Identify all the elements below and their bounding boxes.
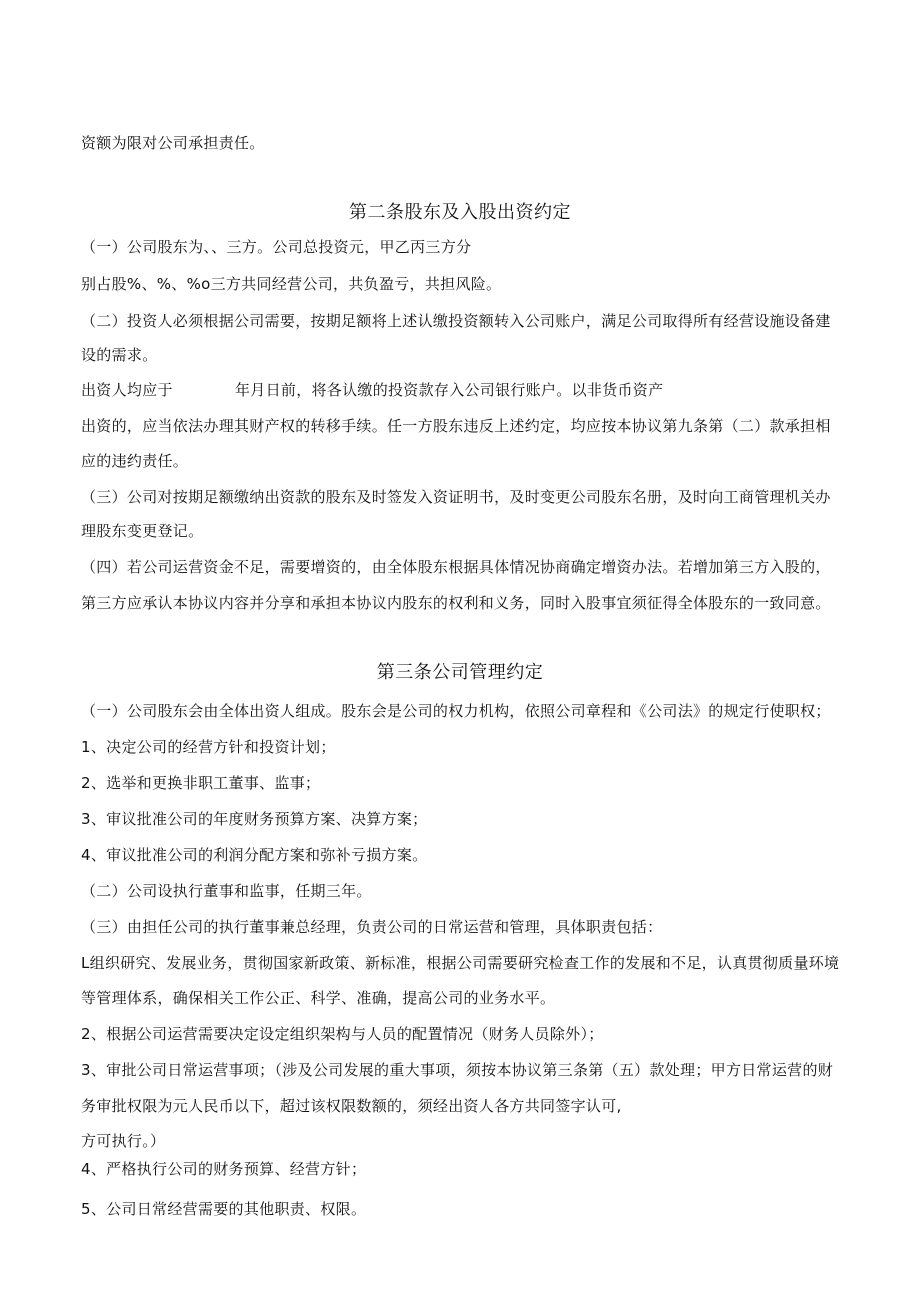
article-3-line-5: 4、审议批准公司的利润分配方案和弥补亏损方案。 [81,846,428,864]
article-2-line-5a: 出资人均应于 [81,381,173,399]
article-2-line-1: （一）公司股东为、、三方。公司总投资元，甲乙丙三方分 [81,238,472,256]
article-3-line-12: 务审批权限为元人民币以下，超过该权限数额的，须经出资人各方共同签字认可, [81,1097,622,1115]
article-2-line-4: 设的需求。 [81,346,158,364]
article-3-line-11: 3、审批公司日常运营事项；（涉及公司发展的重大事项，须按本协议第三条第（五）款处理；甲方日常运营的财 [81,1061,834,1079]
article-3-line-7: （三）由担任公司的执行董事兼总经理，负责公司的日常运营和管理，具体职责包括： [81,918,663,936]
article-3-line-3: 2、选举和更换非职工董事、监事； [81,774,321,792]
article-2-line-5b: 年月日前，将各认缴的投资款存入公司银行账户。以非货币资产 [235,381,664,399]
article-2-line-7: 应的违约责任。 [81,452,189,470]
article-2-line-11: 第三方应承认本协议内容并分享和承担本协议内股东的权利和义务，同时入股事宜须征得全体股东的一致同意。 [81,594,831,612]
intro-line: 资额为限对公司承担责任。 [81,134,265,152]
article-3-line-8: L组织研究、发展业务，贯彻国家新政策、新标准，根据公司需要研究检查工作的发展和不足，认真贯彻质量环境 [81,954,840,972]
article-3-line-15: 5、公司日常经营需要的其他职责、权限。 [81,1200,367,1218]
article-2-line-2: 别占股%、%、%o三方共同经营公司，共负盈亏，共担风险。 [81,275,502,293]
article-3-line-6: （二）公司设执行董事和监事，任期三年。 [81,882,372,900]
article-3-line-4: 3、审议批准公司的年度财务预算方案、决算方案； [81,810,428,828]
article-2-line-6: 出资的，应当依法办理其财产权的转移手续。任一方股东违反上述约定，均应按本协议第九条第（二）款承担相 [81,417,831,435]
article-3-line-13: 方可执行。） [81,1132,166,1150]
article-2-line-9: 理股东变更登记。 [81,522,204,540]
article-2-line-3: （二）投资人必须根据公司需要，按期足额将上述认缴投资额转入公司账户，满足公司取得所有经营设施设备建 [81,312,831,330]
article-3-title: 第三条公司管理约定 [376,662,544,683]
article-3-line-1: （一）公司股东会由全体出资人组成。股东会是公司的权力机构，依照公司章程和《公司法》的规定行使职权； [81,702,831,720]
article-2-title: 第二条股东及入股出资约定 [349,202,571,223]
article-3-line-2: 1、决定公司的经营方针和投资计划； [81,738,336,756]
article-3-line-14: 4、严格执行公司的财务预算、经营方针； [81,1160,367,1178]
article-2-line-8: （三）公司对按期足额缴纳出资款的股东及时签发入资证明书，及时变更公司股东名册，及时向工商管理机关办 [81,488,831,506]
article-3-line-9: 等管理体系，确保相关工作公正、科学、准确，提高公司的业务水平。 [81,989,556,1007]
article-3-line-10: 2、根据公司运营需要决定设定组织架构与人员的配置情况（财务人员除外）； [81,1025,604,1043]
article-2-line-10: （四）若公司运营资金不足，需要增资的，由全体股东根据具体情况协商确定增资办法。若增加第三方入股的， [81,558,831,576]
